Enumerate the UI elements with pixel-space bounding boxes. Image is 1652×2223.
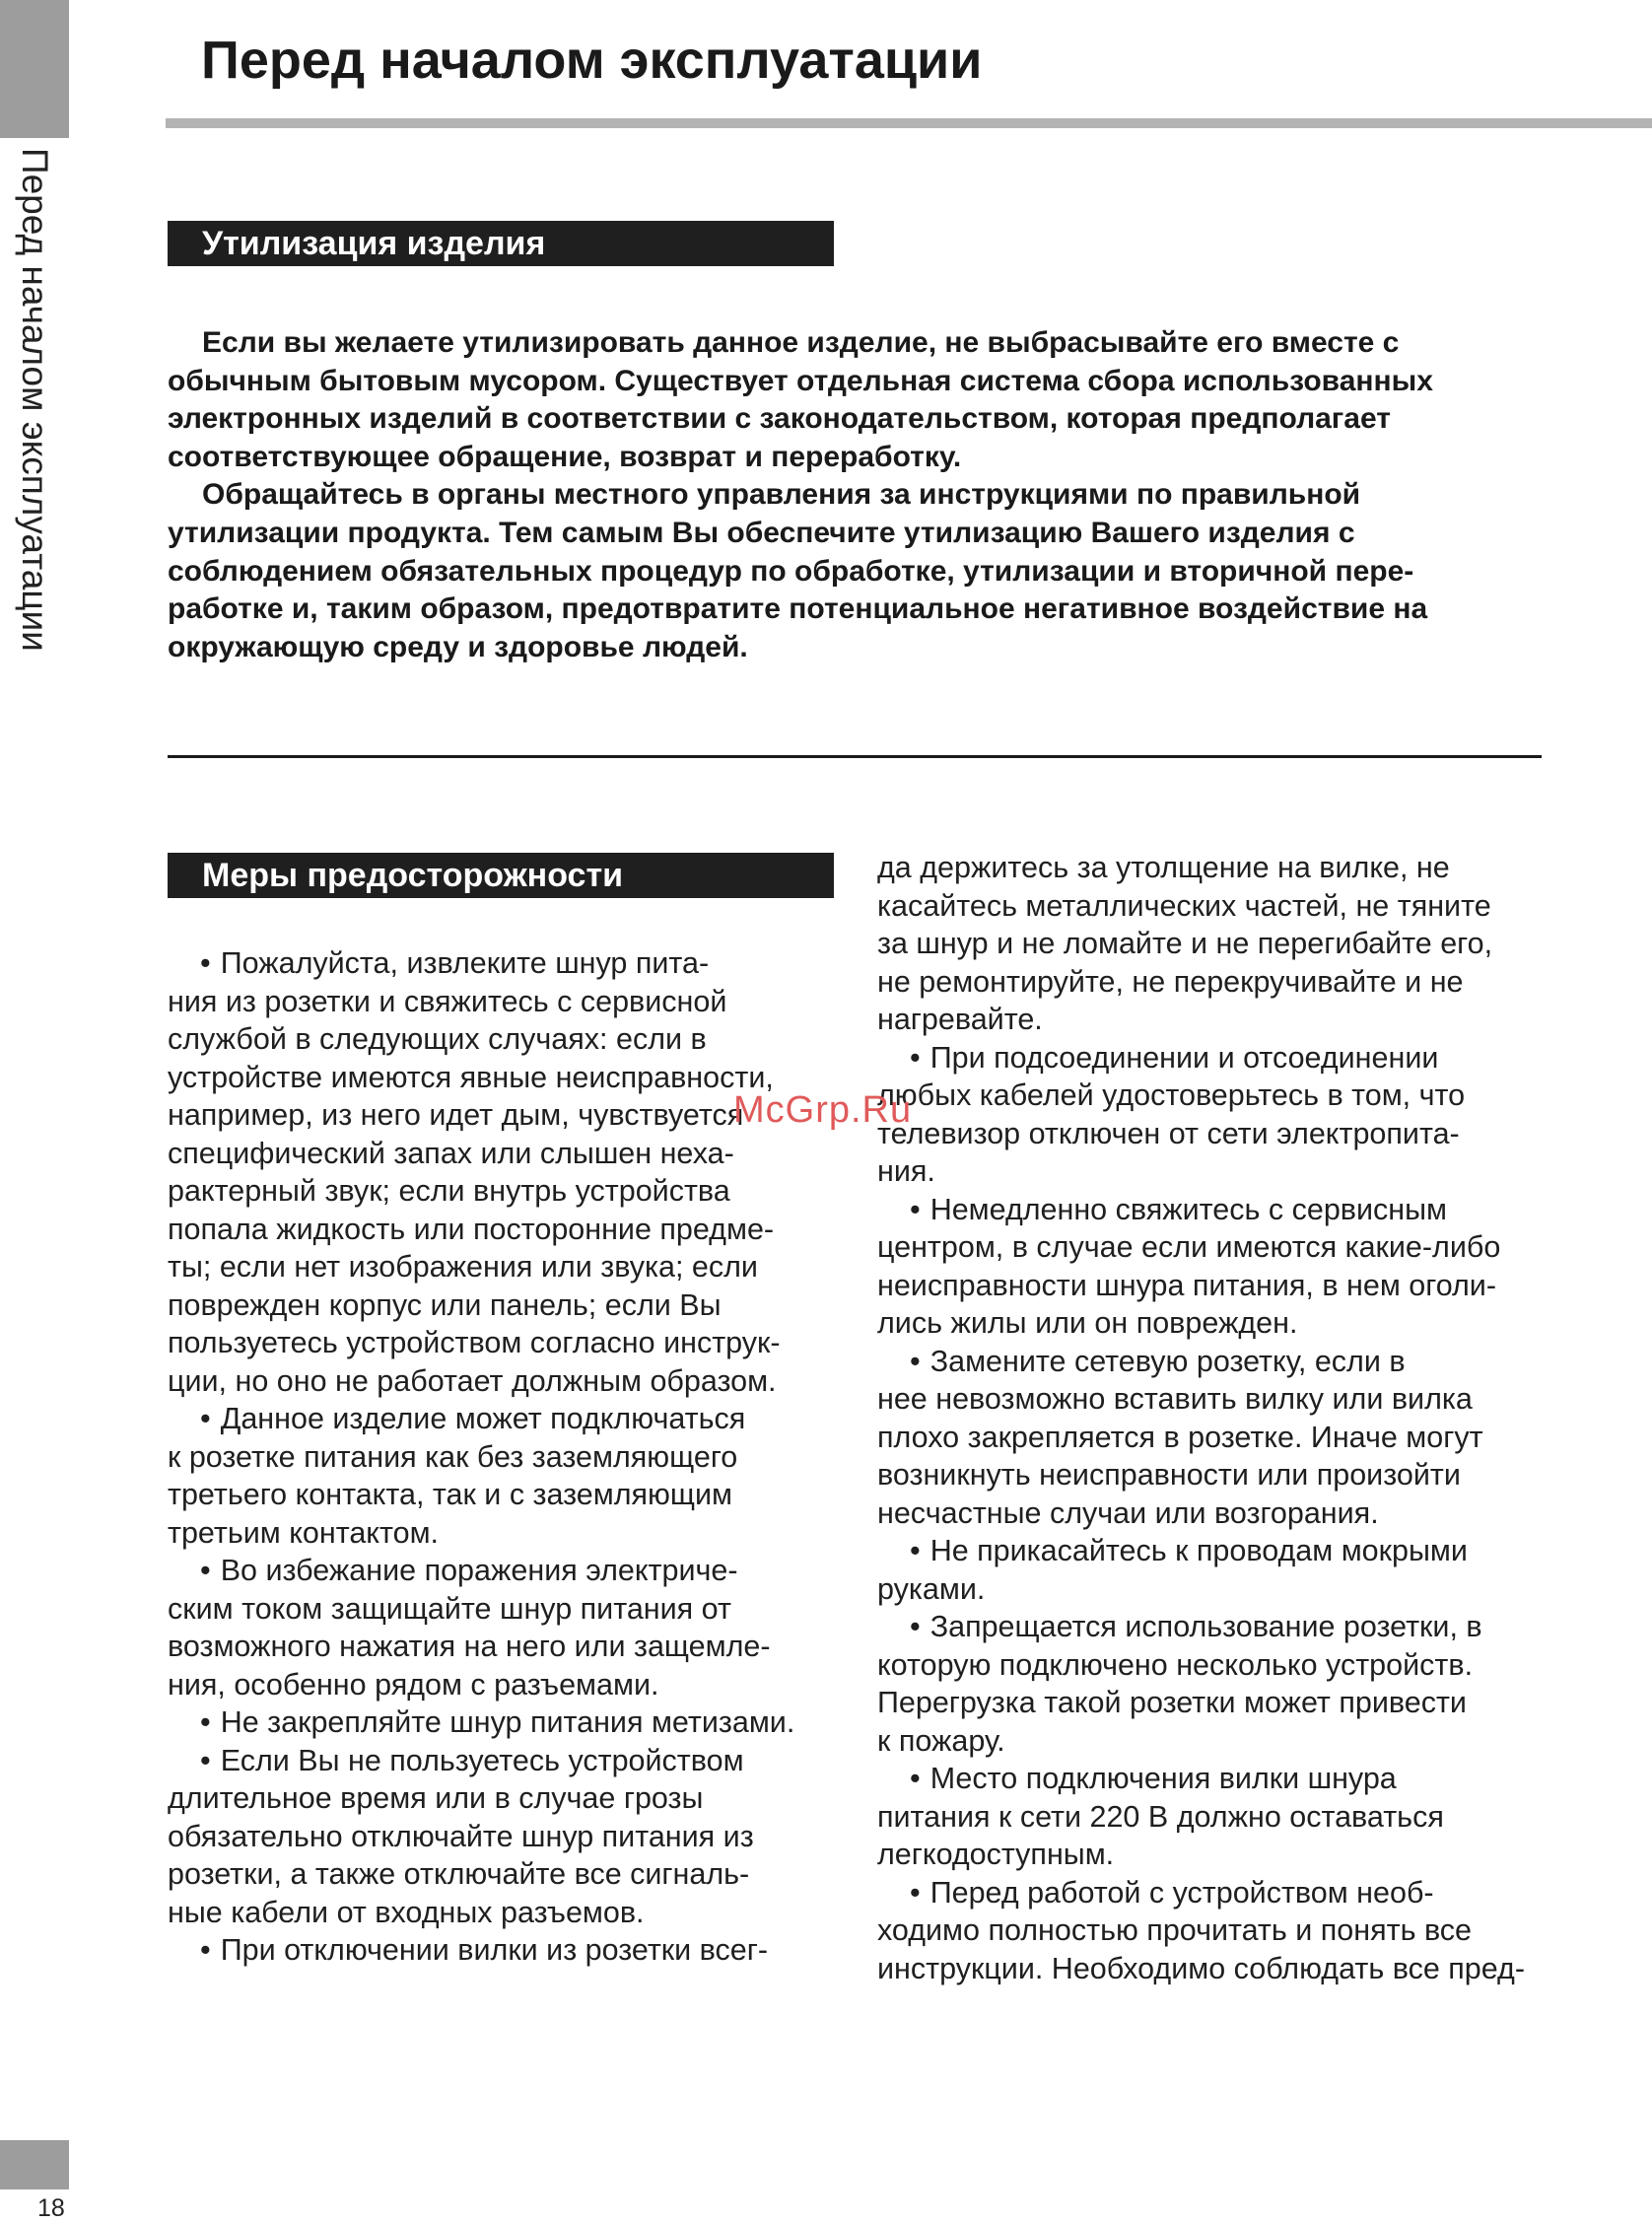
bullet-line: • Перед работой с устройством необ- bbox=[910, 1875, 1434, 1910]
text-line: за шнур и не ломайте и не перегибайте его, bbox=[877, 927, 1493, 960]
section-header-precautions: Меры предосторожности bbox=[168, 853, 834, 898]
bullet-icon: • bbox=[200, 1743, 211, 1777]
page-title: Перед началом эксплуатации bbox=[201, 31, 983, 90]
text-line: неисправности шнура питания, в нем оголи- bbox=[877, 1268, 1497, 1302]
text-line: нее невозможно вставить вилку или вилка bbox=[877, 1382, 1473, 1416]
disposal-text bbox=[168, 324, 1548, 666]
text-line: третьего контакта, так и с заземляющим bbox=[168, 1478, 733, 1511]
text-line: центром, в случае если имеются какие-либо bbox=[877, 1230, 1501, 1264]
text-line: не ремонтируйте, не перекручивайте и не bbox=[877, 964, 1464, 999]
text-line: возникнуть неисправности или произойти bbox=[877, 1458, 1461, 1492]
bullet-line: • Замените сетевую розетку, если в bbox=[910, 1344, 1406, 1378]
disposal-line: Обращайтесь в органы местного управления за инструкциями по правильной bbox=[202, 478, 1361, 512]
bullet-line: • При отключении вилки из розетки всег- bbox=[200, 1933, 769, 1967]
side-tab-marker-top bbox=[0, 0, 69, 138]
text-line: ные кабели от входных разъемов. bbox=[168, 1895, 645, 1929]
disposal-line: электронных изделий в соответствии с законодательством, которая предполагает bbox=[168, 402, 1391, 436]
disposal-line: обычным бытовым мусором. Существует отдельная система сбора использованных bbox=[168, 364, 1433, 397]
bullet-icon: • bbox=[200, 1705, 211, 1739]
bullet-line: • Запрещается использование розетки, в bbox=[910, 1610, 1482, 1643]
text-line: легкодоступным. bbox=[877, 1838, 1115, 1871]
bullet-icon: • bbox=[200, 946, 211, 980]
text-line: попала жидкость или посторонние предме- bbox=[168, 1212, 775, 1246]
text-line: специфический запах или слышен неха- bbox=[168, 1136, 734, 1170]
bullet-icon: • bbox=[910, 1875, 921, 1910]
text-line: ния из розетки и свяжитесь с сервисной bbox=[168, 984, 727, 1018]
bullet-line: • Пожалуйста, извлеките шнур пита- bbox=[200, 946, 710, 980]
text-line: рактерный звук; если внутрь устройства bbox=[168, 1174, 730, 1208]
bullet-icon: • bbox=[910, 1192, 921, 1226]
title-rule bbox=[166, 118, 1652, 128]
bullet-line: • Во избежание поражения электриче- bbox=[200, 1554, 738, 1587]
bullet-line: • Не закрепляйте шнур питания метизами. bbox=[200, 1705, 795, 1739]
text-line: третьим контактом. bbox=[168, 1515, 440, 1550]
bullet-icon: • bbox=[910, 1762, 921, 1795]
disposal-line: утилизации продукта. Тем самым Вы обеспечите утилизацию Вашего изделия с bbox=[168, 516, 1355, 549]
text-line: касайтесь металлических частей, не тяните bbox=[877, 888, 1491, 923]
text-line: ходимо полностью прочитать и понять все bbox=[877, 1913, 1473, 1947]
disposal-line: окружающую среду и здоровье людей. bbox=[168, 630, 748, 663]
text-line: к пожару. bbox=[877, 1723, 1005, 1758]
text-line: руками. bbox=[877, 1571, 986, 1606]
bullet-line: • Данное изделие может подключаться bbox=[200, 1402, 746, 1435]
text-line: ния, особенно рядом с разъемами. bbox=[168, 1667, 659, 1702]
text-line: службой в следующих случаях: если в bbox=[168, 1022, 707, 1056]
disposal-line: работке и, таким образом, предотвратите потенциальное негативное воздействие на bbox=[168, 592, 1428, 626]
text-line: инструкции. Необходимо соблюдать все пред- bbox=[877, 1951, 1526, 1985]
text-line: поврежден корпус или панель; если Вы bbox=[168, 1287, 722, 1322]
disposal-line: соответствующее обращение, возврат и переработку. bbox=[168, 440, 962, 473]
text-line: возможного нажатия на него или защемле- bbox=[168, 1630, 771, 1663]
bullet-icon: • bbox=[910, 1040, 921, 1075]
bullet-line: • Немедленно свяжитесь с сервисным bbox=[910, 1192, 1448, 1226]
bullet-line: • Если Вы не пользуетесь устройством bbox=[200, 1743, 744, 1777]
disposal-line: Если вы желаете утилизировать данное изделие, не выбрасывайте его вместе с bbox=[202, 326, 1400, 359]
bullet-icon: • bbox=[200, 1554, 211, 1587]
bullet-line: • При подсоединении и отсоединении bbox=[910, 1040, 1439, 1075]
text-line: длительное время или в случае грозы bbox=[168, 1781, 704, 1815]
text-line: устройстве имеются явные неисправности, bbox=[168, 1060, 774, 1094]
bullet-icon: • bbox=[910, 1534, 921, 1567]
text-line: которую подключено несколько устройств. bbox=[877, 1647, 1474, 1682]
text-line: питания к сети 220 В должно оставаться bbox=[877, 1799, 1444, 1834]
watermark: McGrp.Ru bbox=[733, 1089, 913, 1131]
text-line: пользуетесь устройством согласно инструк- bbox=[168, 1326, 781, 1359]
page-number: 18 bbox=[37, 2194, 65, 2222]
text-line: ским током защищайте шнур питания от bbox=[168, 1591, 731, 1626]
bullet-line: • Место подключения вилки шнура bbox=[910, 1762, 1397, 1795]
text-line: к розетке питания как без заземляющего bbox=[168, 1439, 738, 1474]
text-line: ции, но оно не работает должным образом. bbox=[168, 1363, 777, 1398]
text-line: да держитесь за утолщение на вилке, не bbox=[877, 851, 1450, 884]
text-line: плохо закрепляется в розетке. Иначе могут bbox=[877, 1420, 1483, 1454]
text-line: любых кабелей удостоверьтесь в том, что bbox=[877, 1078, 1466, 1112]
text-line: ния. bbox=[877, 1154, 935, 1188]
text-line: розетки, а также отключайте все сигналь- bbox=[168, 1857, 750, 1891]
text-line: ты; если нет изображения или звука; если bbox=[168, 1250, 758, 1284]
text-line: лись жилы или он поврежден. bbox=[877, 1306, 1298, 1340]
text-line: несчастные случаи или возгорания. bbox=[877, 1495, 1379, 1530]
text-line: Перегрузка такой розетки может привести bbox=[877, 1686, 1467, 1719]
text-line: нагревайте. bbox=[877, 1003, 1043, 1036]
bullet-icon: • bbox=[910, 1610, 921, 1643]
section-header-disposal: Утилизация изделия bbox=[168, 221, 834, 266]
bullet-icon: • bbox=[910, 1344, 921, 1378]
text-line: телевизор отключен от сети электропита- bbox=[877, 1116, 1460, 1150]
bullet-icon: • bbox=[200, 1933, 211, 1967]
bullet-line: • Не прикасайтесь к проводам мокрыми bbox=[910, 1534, 1468, 1567]
text-line: обязательно отключайте шнур питания из bbox=[168, 1819, 754, 1853]
section-divider bbox=[168, 755, 1542, 758]
text-line: например, из него идет дым, чувствуется bbox=[168, 1098, 744, 1132]
bullet-icon: • bbox=[200, 1402, 211, 1435]
disposal-line: соблюдением обязательных процедур по обработке, утилизации и вторичной пере- bbox=[168, 554, 1414, 588]
side-tab-marker-bottom bbox=[0, 2140, 69, 2189]
side-section-label: Перед началом эксплуатации bbox=[15, 148, 55, 652]
precautions-right-column bbox=[877, 849, 1567, 1987]
